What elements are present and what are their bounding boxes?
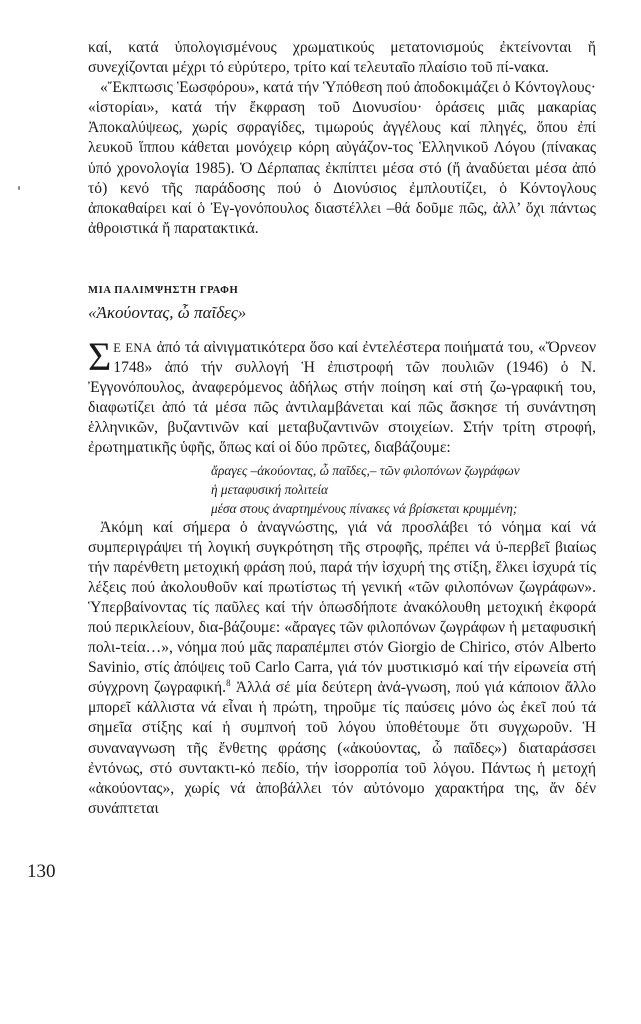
dropcap-continuation: Ε ΕΝΑ <box>113 340 153 355</box>
poem-line: ἄραγες –ἀκούοντας, ὦ παῖδες,– τῶν φιλοπόνων ζωγράφων <box>211 462 520 478</box>
section-heading: ΜΙΑ ΠΑΛΙΜΨΗΣΤΗ ΓΡΑΦΗ <box>88 284 239 296</box>
poem-line: μέσα στους ἀναρτημένους πίνακες νά βρίσκεται κρυμμένη; <box>211 500 518 516</box>
text-block <box>88 38 596 819</box>
paragraph-analysis-continued: Ἀλλά σέ μία δεύτερη ἀνά-γνωση, πού γιά κάποιον ἄλλο μπορεῖ κάλλιστα νά εἶναι ἡ πρώτη, τηροῦμε τίς παύσεις μόνο ὡς ἐκεῖ πού τά σημεῖα στίξης καί ἡ συμπνοή τοῦ λόγου ὑποθέτουμε ὅτι συγχωροῦν. Ἡ συναναγνωση τῆς ἔνθετης φράσης («ἀκούοντας, ὦ παῖδες») διαταράσσει ἐντόνως, στό συντακτι-κό πεδίο, τήν ἰσορροπία τοῦ λόγου. Πάντως ἡ μετοχή «ἀκούοντας», χωρίς νά ἀποβάλλει τόν αὐτόνομο χαρακτήρα της, ἄν δέν συνάπτεται <box>88 679 596 817</box>
poem-line: ἡ μεταφυσική πολιτεία <box>211 481 329 497</box>
paragraph-analysis-text: Ἀκόμη καί σήμερα ὁ ἀναγνώστης, γιά νά προσλάβει τό νόημα καί νά συμπεριγράψει τή λογική συγκρότηση τῆς στροφῆς, πρέπει νά ὑ-περβεῖ βιαίως τήν παρένθετη μετοχική φράση πού, παρά τήν ἰσχυρή της στίξη, ἕλκει ἰσχυρά τίς λέξεις πού ἀκολουθοῦν καί πρωτίστως τή γενική «τῶν φιλοπόνων ζωγράφων». Ὑπερβαίνοντας τίς παῦλες καί τήν ὁπωσδήποτε ἀνακόλουθη μετοχική ἐκφορά πού περικλείουν, δια-βάζουμε: «ἄραγες τῶν φιλοπόνων ζωγράφων ἡ μεταφυσική πολι-τεία…», νόημα πού μᾶς παραπέμπει στόν Giorgio de Chirico, στόν Alberto Savinio, στίς ἀπόψεις τοῦ Carlo Carra, γιά τόν μυστικισμό καί τήν εἰρωνεία στή σύγχρονη ζωγραφική. <box>88 518 596 697</box>
page-mark <box>18 186 20 190</box>
paragraph-continuation: καί, κατά ὑπολογισμένους χρωματικούς μετατονισμούς ἐκτείνονται ἤ συνεχίζονται μέχρι τό εὐρύτερο, τρίτο καί τελευταῖο πλαίσιο τοῦ πί-νακα. <box>88 39 596 77</box>
drop-cap: Σ <box>88 333 112 379</box>
paragraph-ekptosis: «Ἔκπτωσις Ἑωσφόρου», κατά τήν Ὑπόθεση πού ἀποδοκιμάζει ὁ Κόντογλους· «ἱστορίαι», κατά τήν ἔκφραση τοῦ Διονυσίου· ὁράσεις μιᾶς μακαρίας Ἀποκαλύψεως, χωρίς σφραγίδες, τιμωρούς ἀγγέλους καί πληγές, ὅπου ἐπί λευκοῦ ἵππου κάθεται μονόχειρ κόρη αὐγάζον-τος Ἑλληνικοῦ Λόγου (πίνακας ὑπό χρονολογία 1985). Ὁ Δέρπαπας ἐκπίπτει μέσα στό (ἤ ἀναδύεται μέσα ἀπό τό) κενό τῆς παράδοσης πού ὁ Διονύσιος ἐμπλουτίζει, ὁ Κόντογλους ἀποκαθαίρει καί ὁ Ἐγ-γονόπουλος διαστέλλει –θά δοῦμε πῶς, ἀλλ’ ὄχι πάντως ἀθροιστικά ἤ παρατακτικά. <box>88 79 596 237</box>
section-subheading: «Ἀκούοντας, ὦ παῖδες» <box>88 302 247 322</box>
paragraph-orneon <box>88 333 596 459</box>
footnote-marker: 8 <box>226 678 231 689</box>
page-number: 130 <box>27 861 56 882</box>
poem-quote <box>211 461 596 518</box>
paragraph-orneon-text: ἀπό τά αἰνιγματικότερα ὅσο καί ἐντελέστερα ποιήματά του, «Ὄρνεον 1748» ἀπό τήν συλλογή Ἡ ἐπιστροφή τῶν πουλιῶν (1946) ὁ Ν. Ἐγγονόπουλος, ἀναφερόμενος ἀδήλως στήν ποίηση καί στή ζω-γραφική του, διαφωτίζει ἀπό τά μέσα πῶς ἀντιλαμβάνεται καί πῶς ἄσκησε τή συνάντηση ἑλληνικῶν, βυζαντινῶν καί μεταβυζαντινῶν στοιχείων. Στήν τρίτη στροφή, ἐρωτηματικῆς ὑφῆς, ὅπως καί οἱ δύο πρῶτες, διαβάζουμε: <box>88 338 596 457</box>
paragraph-analysis <box>88 518 596 819</box>
